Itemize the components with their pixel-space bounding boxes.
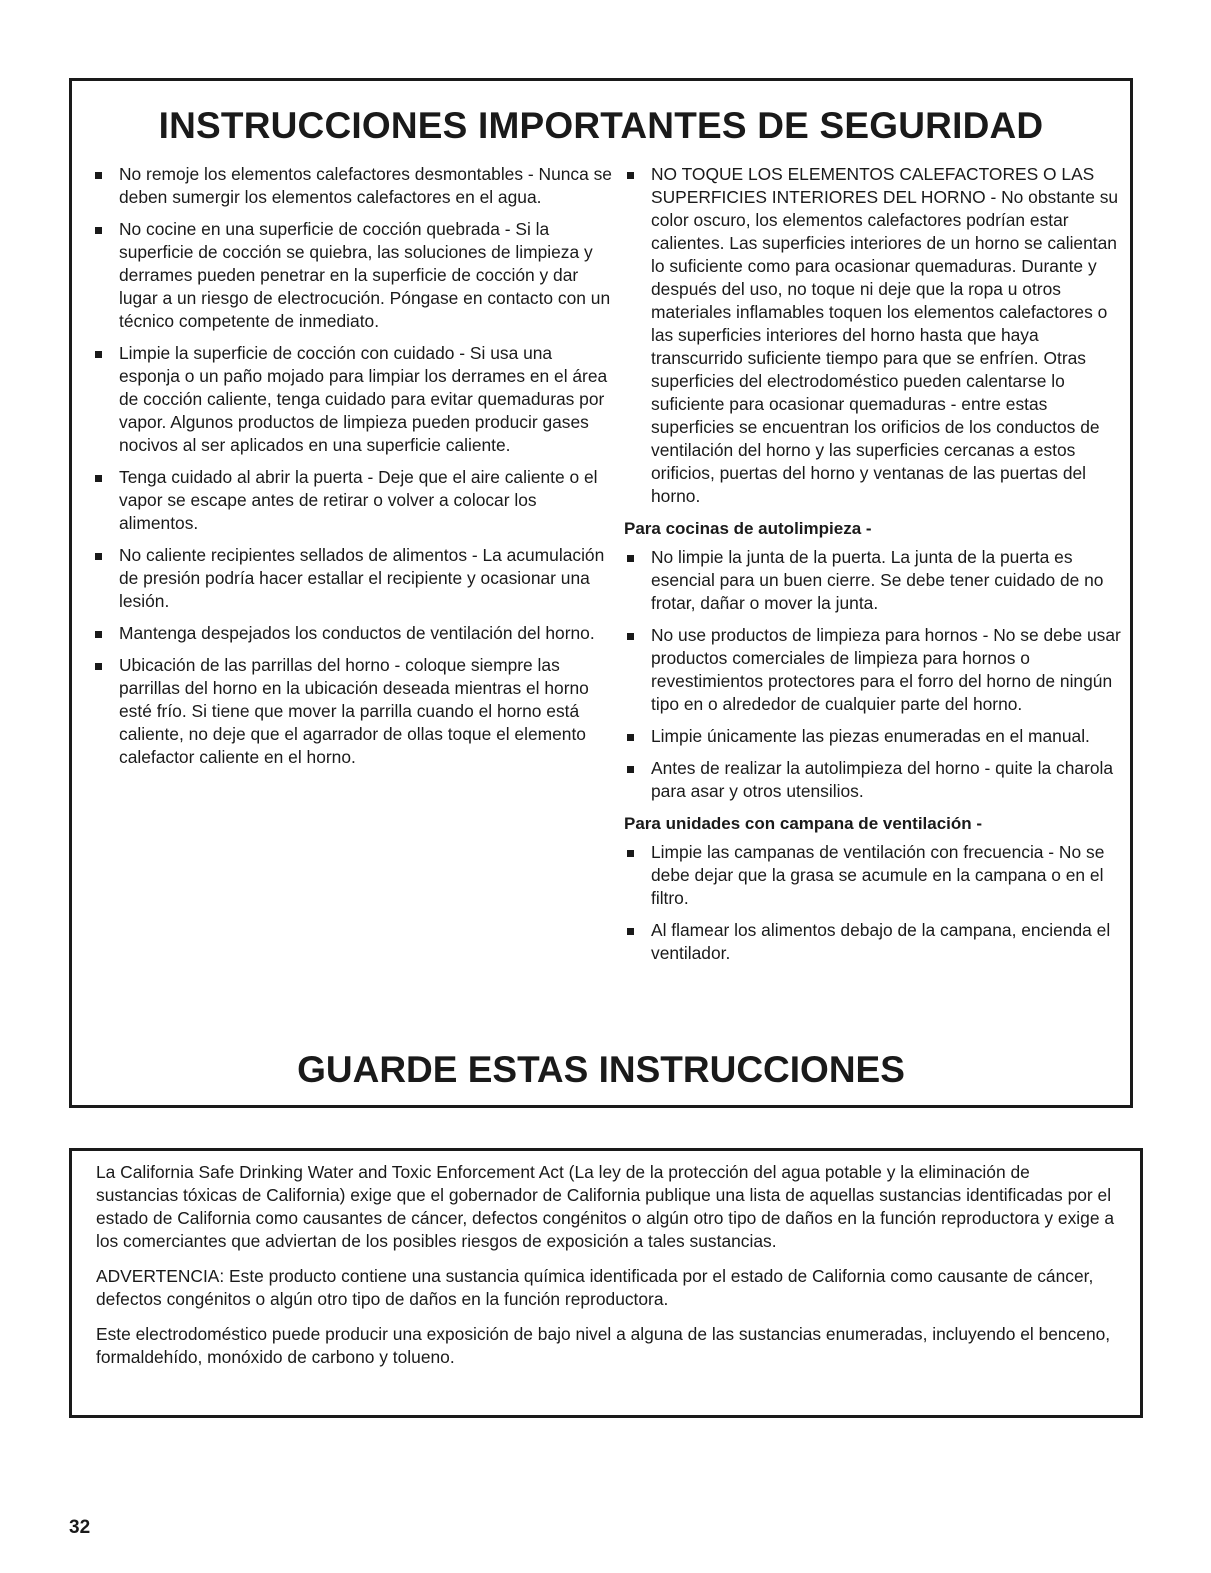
list-item-text: No cocine en una superficie de cocción quebrada - Si la superficie de cocción se quiebra, las soluciones de limpieza y derrames pueden penetrar en la superficie de cocción y dar lugar a un riesgo de electrocución. Póngase en contacto con un técnico competente de inmediato. — [119, 219, 611, 331]
list-item — [92, 163, 612, 209]
list-item-text: No use productos de limpieza para hornos - No se debe usar productos comerciales de limpieza para hornos o revestimientos protectores para el forro del horno de ningún tipo en o alrededor de cualquier parte del horno. — [651, 625, 1121, 714]
list-item — [624, 624, 1124, 716]
list-item — [624, 757, 1124, 803]
square-bullet-icon — [627, 766, 634, 773]
list-item — [624, 841, 1124, 910]
square-bullet-icon — [95, 351, 102, 358]
right-column — [624, 163, 1124, 974]
list-item-text: Limpie las campanas de ventilación con frecuencia - No se debe dejar que la grasa se acumule en la campana o en el filtro. — [651, 842, 1105, 908]
list-item — [624, 725, 1124, 748]
left-column — [92, 163, 612, 778]
list-item — [92, 654, 612, 769]
square-bullet-icon — [95, 227, 102, 234]
list-item-text: Ubicación de las parrillas del horno - coloque siempre las parrillas del horno en la ubicación deseada mientras el horno esté frío. Si tiene que mover la parrilla cuando el horno está caliente, no deje que el agarrador de ollas toque el elemento calefactor caliente en el horno. — [119, 655, 589, 767]
list-item-text: Antes de realizar la autolimpieza del horno - quite la charola para asar y otros utensilios. — [651, 758, 1114, 801]
square-bullet-icon — [95, 172, 102, 179]
list-item-text: No limpie la junta de la puerta. La junta de la puerta es esencial para un buen cierre. Se debe tener cuidado de no frotar, dañar o mover la junta. — [651, 547, 1104, 613]
warning-paragraph: Este electrodoméstico puede producir una exposición de bajo nivel a alguna de las sustancias enumeradas, incluyendo el benceno, formaldehído, monóxido de carbono y tolueno. — [96, 1324, 1111, 1367]
list-item-text: Limpie únicamente las piezas enumeradas en el manual. — [651, 726, 1090, 746]
self-clean-list — [624, 546, 1124, 803]
list-item — [624, 163, 1124, 508]
list-item-text: No caliente recipientes sellados de alimentos - La acumulación de presión podría hacer estallar el recipiente y ocasionar una lesión. — [119, 545, 605, 611]
left-bullet-list — [92, 163, 612, 769]
list-item-text: No remoje los elementos calefactores desmontables - Nunca se deben sumergir los elementos calefactores en el agua. — [119, 164, 612, 207]
list-item-text: Limpie la superficie de cocción con cuidado - Si usa una esponja o un paño mojado para limpiar los derrames en el área de cocción caliente, tenga cuidado para evitar quemaduras por vapor. Algunos productos de limpieza pueden producir gases nocivos al ser aplicados en una superficie caliente. — [119, 343, 608, 455]
list-item — [92, 544, 612, 613]
list-item — [92, 622, 612, 645]
square-bullet-icon — [627, 928, 634, 935]
square-bullet-icon — [95, 663, 102, 670]
safety-instructions-box — [69, 78, 1133, 1108]
list-item — [92, 218, 612, 333]
self-clean-heading: Para cocinas de autolimpieza - — [624, 519, 872, 538]
right-bullet-list — [624, 163, 1124, 508]
hood-list — [624, 841, 1124, 965]
safety-title: INSTRUCCIONES IMPORTANTES DE SEGURIDAD — [158, 105, 1044, 146]
square-bullet-icon — [627, 555, 634, 562]
square-bullet-icon — [627, 734, 634, 741]
save-instructions-title: GUARDE ESTAS INSTRUCCIONES — [297, 1049, 905, 1090]
square-bullet-icon — [627, 850, 634, 857]
list-item — [624, 546, 1124, 615]
california-warning-box — [69, 1148, 1143, 1418]
square-bullet-icon — [95, 475, 102, 482]
list-item-text: Mantenga despejados los conductos de ventilación del horno. — [119, 623, 595, 643]
square-bullet-icon — [627, 633, 634, 640]
list-item-text: Al flamear los alimentos debajo de la campana, encienda el ventilador. — [651, 920, 1111, 963]
square-bullet-icon — [95, 631, 102, 638]
page-number: 32 — [69, 1517, 91, 1538]
hood-heading: Para unidades con campana de ventilación - — [624, 814, 983, 833]
warning-paragraph: ADVERTENCIA: Este producto contiene una sustancia química identificada por el estado de California como causante de cáncer, defectos congénitos o algún otro tipo de daños en la función reproductora. — [96, 1266, 1094, 1309]
square-bullet-icon — [95, 553, 102, 560]
list-item-text: Tenga cuidado al abrir la puerta - Deje que el aire caliente o el vapor se escape antes de retirar o volver a colocar los alimentos. — [119, 467, 598, 533]
list-item — [92, 466, 612, 535]
list-item — [624, 919, 1124, 965]
square-bullet-icon — [627, 172, 634, 179]
list-item-text: NO TOQUE LOS ELEMENTOS CALEFACTORES O LAS SUPERFICIES INTERIORES DEL HORNO - No obstante su color oscuro, los elementos calefactores podrían estar calientes. Las superficies interiores de un horno se calientan lo suficiente como para ocasionar quemaduras. Durante y después del uso, no toque ni deje que la ropa u otros materiales inflamables toquen los elementos calefactores o las superficies interiores del horno hasta que haya transcurrido suficiente tiempo para que se enfríen. Otras superficies del electrodoméstico pueden calentarse lo suficiente para ocasionar quemaduras - entre estas superficies se encuentran los orificios de los conductos de ventilación del horno y las superficies cercanas a estos orificios, puertas del horno y ventanas de las puertas del horno. — [651, 164, 1119, 506]
warning-paragraph: La California Safe Drinking Water and Toxic Enforcement Act (La ley de la protección del agua potable y la eliminación de sustancias tóxicas de California) exige que el gobernador de California publique una lista de aquellas sustancias identificadas por el estado de California como causantes de cáncer, defectos congénitos o algún otro tipo de daños en la función reproductora y exige a los comerciantes que adviertan de los posibles riesgos de exposición a tales sustancias. — [96, 1162, 1115, 1251]
list-item — [92, 342, 612, 457]
